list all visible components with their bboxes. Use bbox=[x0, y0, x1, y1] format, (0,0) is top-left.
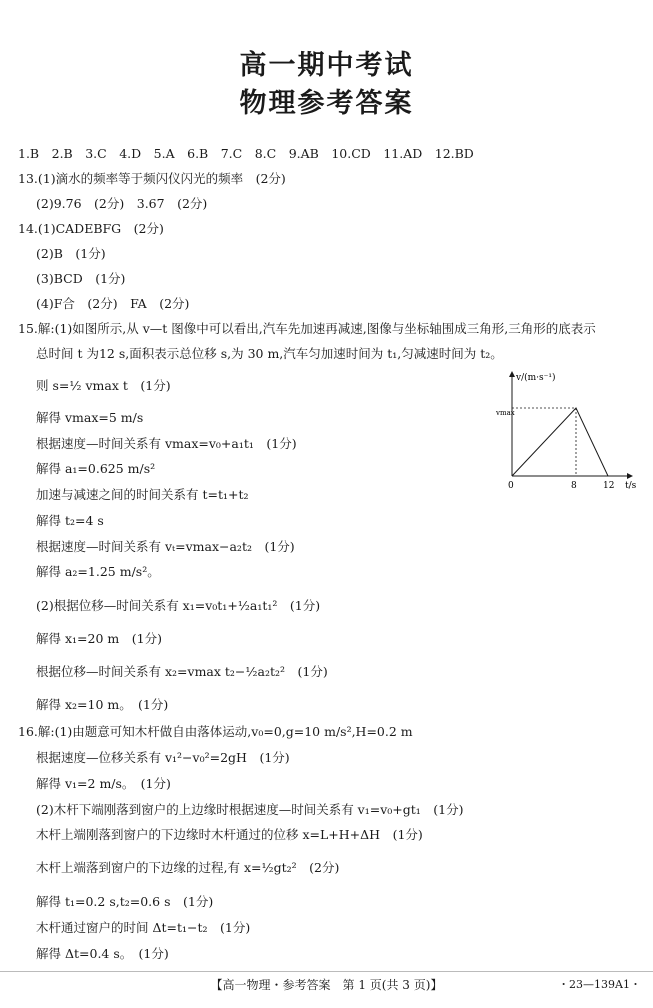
answer-line: 木杆上端落到窗户的下边缘的过程,有 x=½gt₂² (2分) bbox=[36, 860, 340, 875]
answer-line: 根据位移—时间关系有 x₂=vmax t₂−½a₂t₂² (1分) bbox=[36, 664, 328, 679]
footer-page-info: 【高一物理・参考答案 第 1 页(共 3 页)】 bbox=[210, 978, 443, 992]
tick-label-8: 8 bbox=[571, 481, 577, 491]
answer-key-title: 物理参考答案 bbox=[239, 88, 414, 119]
answer-line: 根据速度—时间关系有 vₜ=vmax−a₂t₂ (1分) bbox=[36, 539, 295, 554]
page-footer bbox=[0, 973, 653, 995]
vmax-label: vmax bbox=[496, 409, 515, 417]
answer-line: 根据速度—时间关系有 vmax=v₀+a₁t₁ (1分) bbox=[36, 436, 297, 451]
answer-line: 解得 x₂=10 m。 (1分) bbox=[36, 697, 169, 712]
answer-line: (4)F合 (2分) FA (2分) bbox=[36, 296, 190, 311]
answer-line: 则 s=½ vmax t (1分) bbox=[36, 378, 171, 393]
exam-title: 高一期中考试 bbox=[239, 50, 414, 81]
answer-line: 总时间 t 为12 s,面积表示总位移 s,为 30 m,汽车匀加速时间为 t₁,匀减速时间为 t₂。 bbox=[36, 346, 503, 361]
t-axis-label: t/s bbox=[625, 481, 637, 491]
answer-line: 1.B 2.B 3.C 4.D 5.A 6.B 7.C 8.C 9.AB 10.CD 11.AD 12.BD bbox=[18, 146, 474, 161]
answer-line: 13.(1)滴水的频率等于频闪仪闪光的频率 (2分) bbox=[18, 171, 286, 186]
answer-line: (2)B (1分) bbox=[36, 246, 106, 261]
answer-line: (3)BCD (1分) bbox=[36, 271, 126, 286]
answer-line: (2)9.76 (2分) 3.67 (2分) bbox=[36, 196, 208, 211]
answer-line: 解得 v₁=2 m/s。 (1分) bbox=[36, 776, 171, 791]
footer-code: ・23—139A1・ bbox=[558, 978, 641, 991]
v-axis-label: v/(m·s⁻¹) bbox=[516, 373, 556, 383]
answer-line: 加速与减速之间的时间关系有 t=t₁+t₂ bbox=[36, 487, 249, 502]
answer-line: 木杆上端刚落到窗户的下边缘时木杆通过的位移 x=L+H+ΔH (1分) bbox=[36, 827, 423, 842]
vt-line bbox=[512, 408, 608, 476]
answer-line: (2)根据位移—时间关系有 x₁=v₀t₁+½a₁t₁² (1分) bbox=[36, 598, 321, 613]
answer-line: 解得 t₂=4 s bbox=[36, 513, 104, 528]
answer-line: 15.解:(1)如图所示,从 v—t 图像中可以看出,汽车先加速再减速,图像与坐标轴围成三角形,三角形的底表示 bbox=[18, 321, 596, 336]
footer-divider bbox=[0, 971, 653, 972]
answer-line: 木杆通过窗户的时间 Δt=t₁−t₂ (1分) bbox=[36, 920, 251, 935]
answer-line: 解得 t₁=0.2 s,t₂=0.6 s (1分) bbox=[36, 894, 214, 909]
answer-line: 16.解:(1)由题意可知木杆做自由落体运动,v₀=0,g=10 m/s²,H=0.2 m bbox=[18, 724, 413, 739]
answer-line: 解得 vmax=5 m/s bbox=[36, 410, 144, 425]
tick-label-12: 12 bbox=[603, 481, 615, 491]
answer-line: 解得 Δt=0.4 s。 (1分) bbox=[36, 946, 169, 961]
answer-line: 解得 a₂=1.25 m/s²。 bbox=[36, 564, 160, 579]
answer-line: (2)木杆下端刚落到窗户的上边缘时根据速度—时间关系有 v₁=v₀+gt₁ (1分) bbox=[36, 802, 464, 817]
answer-line: 解得 a₁=0.625 m/s² bbox=[36, 461, 156, 476]
answer-line: 14.(1)CADEBFG (2分) bbox=[18, 221, 164, 236]
answer-line: 解得 x₁=20 m (1分) bbox=[36, 631, 162, 646]
answer-line: 根据速度—位移关系有 v₁²−v₀²=2gH (1分) bbox=[36, 750, 290, 765]
vt-graph bbox=[490, 364, 650, 494]
origin-label: 0 bbox=[508, 481, 514, 491]
